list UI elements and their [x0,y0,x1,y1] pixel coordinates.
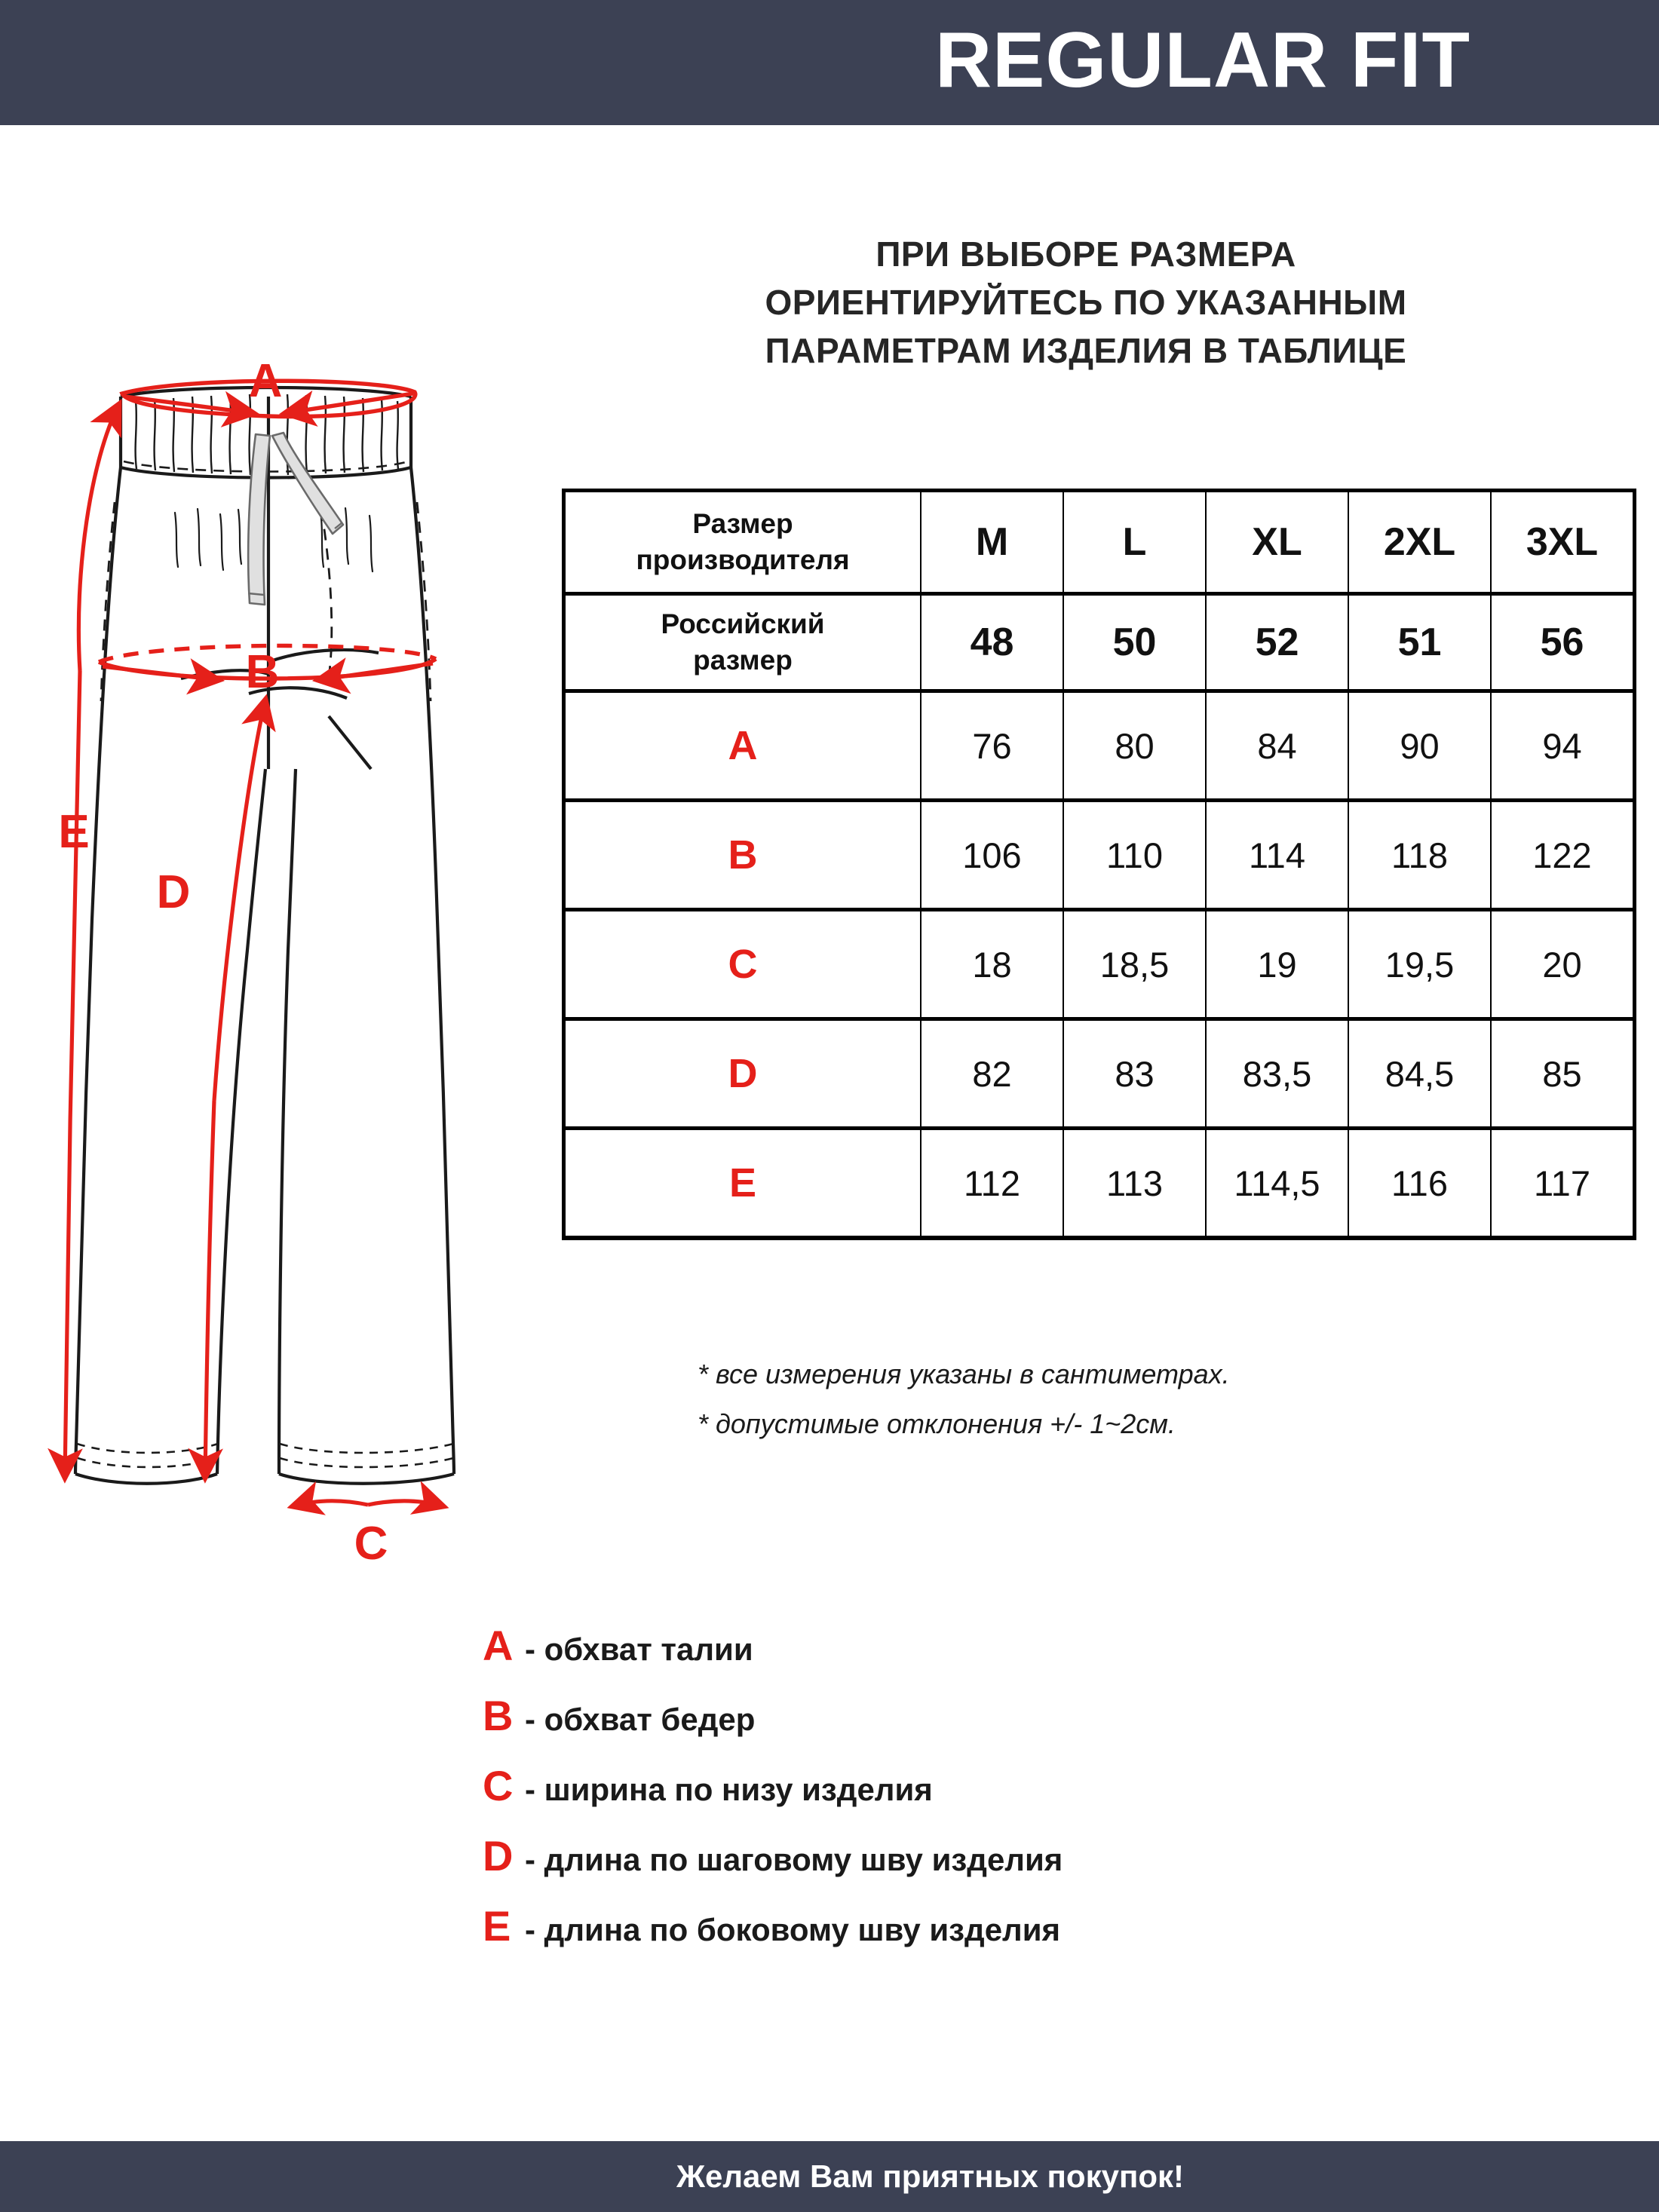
cell-e-m: 112 [921,1129,1063,1239]
table-row [564,801,1635,910]
legend-item-a [483,1621,1312,1691]
cell-a-3xl: 94 [1491,691,1635,801]
measurement-code-a: A [564,691,921,801]
cell-c-l: 18,5 [1063,910,1206,1019]
size-cell-3xl: 3XL [1491,491,1635,594]
row-header-line-2: производителя [636,544,850,575]
footnote-units: * все измерения указаны в сантиметрах. [698,1359,1230,1389]
russian-size-cell-1: 48 [921,594,1063,691]
russian-size-cell-2: 50 [1063,594,1206,691]
drawing-label-b: B [245,646,280,698]
cell-d-xl: 83,5 [1206,1019,1348,1129]
cell-d-2xl: 84,5 [1348,1019,1491,1129]
footnote-tolerance: * допустимые отклонения +/- 1~2см. [698,1408,1176,1439]
cell-c-m: 18 [921,910,1063,1019]
cell-a-2xl: 90 [1348,691,1491,801]
cell-b-3xl: 122 [1491,801,1635,910]
cell-d-m: 82 [921,1019,1063,1129]
legend-text-e: - длина по боковому шву изделия [525,1912,1061,1947]
legend-item-d [483,1831,1312,1901]
drawing-label-e: E [58,806,90,858]
instructions-block [562,230,1610,375]
russian-size-cell-3: 52 [1206,594,1348,691]
cell-b-2xl: 118 [1348,801,1491,910]
footer-message: Желаем Вам приятных покупок! [676,2158,1184,2194]
size-cell-l: L [1063,491,1206,594]
legend-letter-e: E [483,1902,511,1950]
russian-size-cell-4: 51 [1348,594,1491,691]
row-header-russian-size [564,594,921,691]
drawing-label-a: A [248,355,283,407]
row-header-line-1: Размер [692,508,793,539]
instruction-line-3: ПАРАМЕТРАМ ИЗДЕЛИЯ В ТАБЛИЦЕ [765,331,1407,370]
russian-size-cell-5: 56 [1491,594,1635,691]
table-row [564,1019,1635,1129]
cell-b-l: 110 [1063,801,1206,910]
row-header-manufacturer-size [564,491,921,594]
measurement-legend [483,1621,1312,1971]
drawing-label-c: C [354,1518,388,1568]
cell-e-xl: 114,5 [1206,1129,1348,1239]
instruction-line-1: ПРИ ВЫБОРЕ РАЗМЕРА [875,234,1296,274]
measurement-code-c: C [564,910,921,1019]
cell-e-2xl: 116 [1348,1129,1491,1239]
drawing-label-d: D [156,866,191,918]
cell-d-3xl: 85 [1491,1019,1635,1129]
legend-item-e [483,1901,1312,1971]
fabric-wrinkles [175,508,373,571]
size-cell-2xl: 2XL [1348,491,1491,594]
cell-b-xl: 114 [1206,801,1348,910]
table-row-manufacturer-size [564,491,1635,594]
size-cell-m: M [921,491,1063,594]
cell-b-m: 106 [921,801,1063,910]
measure-c-hem-width [293,1501,443,1506]
pants-technical-drawing [30,347,558,1568]
legend-text-b: - обхват бедер [525,1702,756,1737]
table-row [564,691,1635,801]
header-bar [0,0,1659,125]
measurement-code-b: B [564,801,921,910]
table-row [564,910,1635,1019]
cell-c-2xl: 19,5 [1348,910,1491,1019]
size-cell-xl: XL [1206,491,1348,594]
legend-text-d: - длина по шаговому шву изделия [525,1842,1063,1877]
cell-c-3xl: 20 [1491,910,1635,1019]
measurement-code-e: E [564,1129,921,1239]
cell-e-3xl: 117 [1491,1129,1635,1239]
legend-text-c: - ширина по низу изделия [525,1772,933,1807]
cell-d-l: 83 [1063,1019,1206,1129]
legend-text-a: - обхват талии [525,1631,753,1667]
page-title: REGULAR FIT [934,17,1470,104]
legend-item-c [483,1761,1312,1831]
legend-letter-d: D [483,1832,514,1880]
cell-a-m: 76 [921,691,1063,801]
legend-letter-c: C [483,1762,514,1809]
table-row [564,1129,1635,1239]
cell-e-l: 113 [1063,1129,1206,1239]
footnotes-block [698,1350,1230,1449]
legend-letter-a: A [483,1622,514,1669]
cell-a-xl: 84 [1206,691,1348,801]
size-chart-table [562,489,1636,1240]
row-header-line-1: Российский [661,608,825,639]
pants-outline [75,388,454,1484]
row-header-line-2: размер [693,645,793,676]
cell-c-xl: 19 [1206,910,1348,1019]
instruction-line-2: ОРИЕНТИРУЙТЕСЬ ПО УКАЗАННЫМ [765,283,1407,322]
legend-letter-b: B [483,1692,514,1739]
footer-bar [0,2141,1659,2212]
hem-stitching [77,1444,453,1467]
legend-item-b [483,1691,1312,1761]
measure-d-inseam-down [205,1101,214,1478]
cell-a-l: 80 [1063,691,1206,801]
measurement-code-d: D [564,1019,921,1129]
table-row-russian-size [564,594,1635,691]
